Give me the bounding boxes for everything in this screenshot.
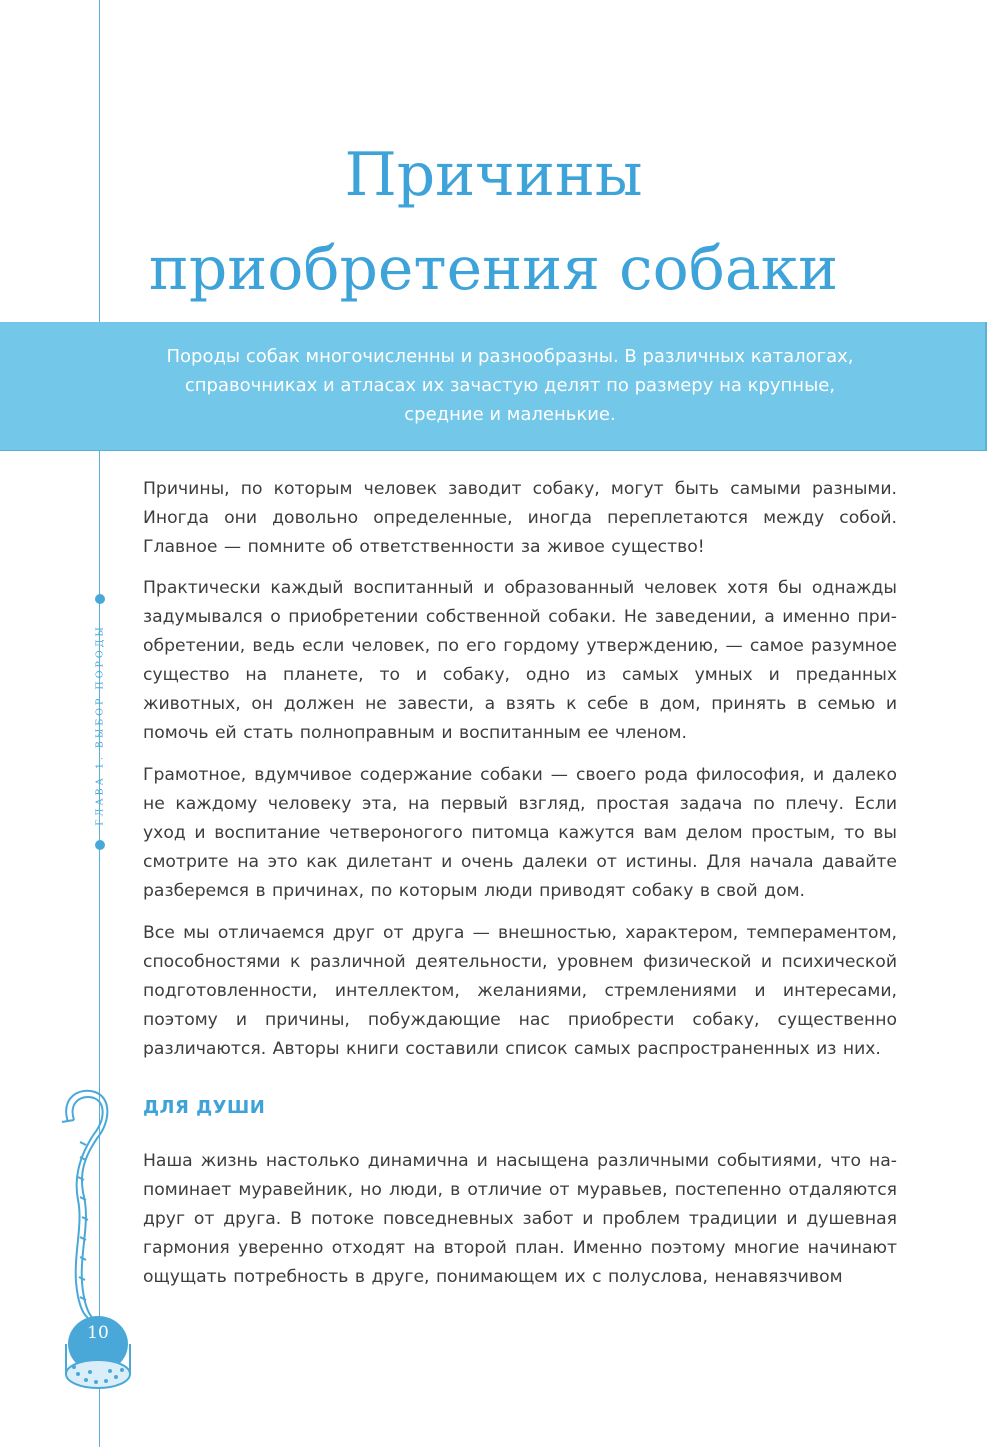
paragraph-1: Причины, по которым человек заводит собаку, могут быть самыми разными. Иногда они довольно определенные, иногда переплетаются между собой. Главное — помните об ответственности за живое существо! xyxy=(143,479,897,557)
paragraph-3: Грамотное, вдумчивое содержание собаки — своего рода философия, и далеко не каждому человеку эта, на первый взгляд, простая задача по плечу. Если уход и воспитание четвероногого питомца кажутся вам делом простым, то вы смотрите на это как дилетант и очень далеки от истины. Для начала давайте разберемся в причинах, по которым люди приводят собаку в свой дом. xyxy=(143,765,897,901)
lead-paragraph xyxy=(120,342,900,429)
section-paragraph: Наша жизнь настолько динамична и насыщена различными событиями, что напоминает муравейник, но люди, в отличие от муравьев, постепенно отдаляются друг от друга. В потоке повседневных забот и проблем традиции и душевная гармония уверенно отходят на второй план. Именно поэтому многие начинают ощущать потребность в друге, понимающем их с полуслова, ненавязчивом xyxy=(143,1151,897,1287)
chapter-dot-top-icon xyxy=(95,594,105,604)
chapter-dot-bottom-icon xyxy=(95,840,105,850)
chapter-label: ГЛАВА 1. ВЫБОР ПОРОДЫ xyxy=(94,624,106,826)
page-number: 10 xyxy=(87,1323,109,1343)
paragraph-4: Все мы отличаемся друг от друга — внешностью, характером, темпераментом, способностями к различной деятельности, уровнем физической и психической подготовленности, интеллектом, желаниями, стремлениями и интересами, поэтому и причины, побуждающие нас приобрести собаку, существенно различаются. Авторы книги составили список самых распространенных из них. xyxy=(143,923,897,1059)
page-title xyxy=(0,128,987,316)
lead-line-3: средние и маленькие. xyxy=(404,404,616,425)
title-line-2: приобретения собаки xyxy=(148,234,839,304)
lead-line-2: справочниках и атласах их зачастую делят по размеру на крупные, xyxy=(184,375,836,396)
section-heading: ДЛЯ ДУШИ xyxy=(143,1097,266,1118)
lead-line-1: Породы собак многочисленны и разнообразны. В различных каталогах, xyxy=(166,346,854,367)
title-line-1: Причины xyxy=(344,140,643,210)
measuring-tape-icon xyxy=(50,1082,140,1402)
paragraph-2: Практически каждый воспитанный и образованный человек хотя бы однажды задумывался о приобретении собственной собаки. Не заведении, а именно приобретении, ведь если человек, по его гордому утверждению, — самое разумное существо на планете, то и собаку, одно из самых умных и преданных животных, он должен не завести, а взять к себе в дом, принять в семью и помочь ей стать полноправным и воспитанным ее членом. xyxy=(143,578,897,743)
